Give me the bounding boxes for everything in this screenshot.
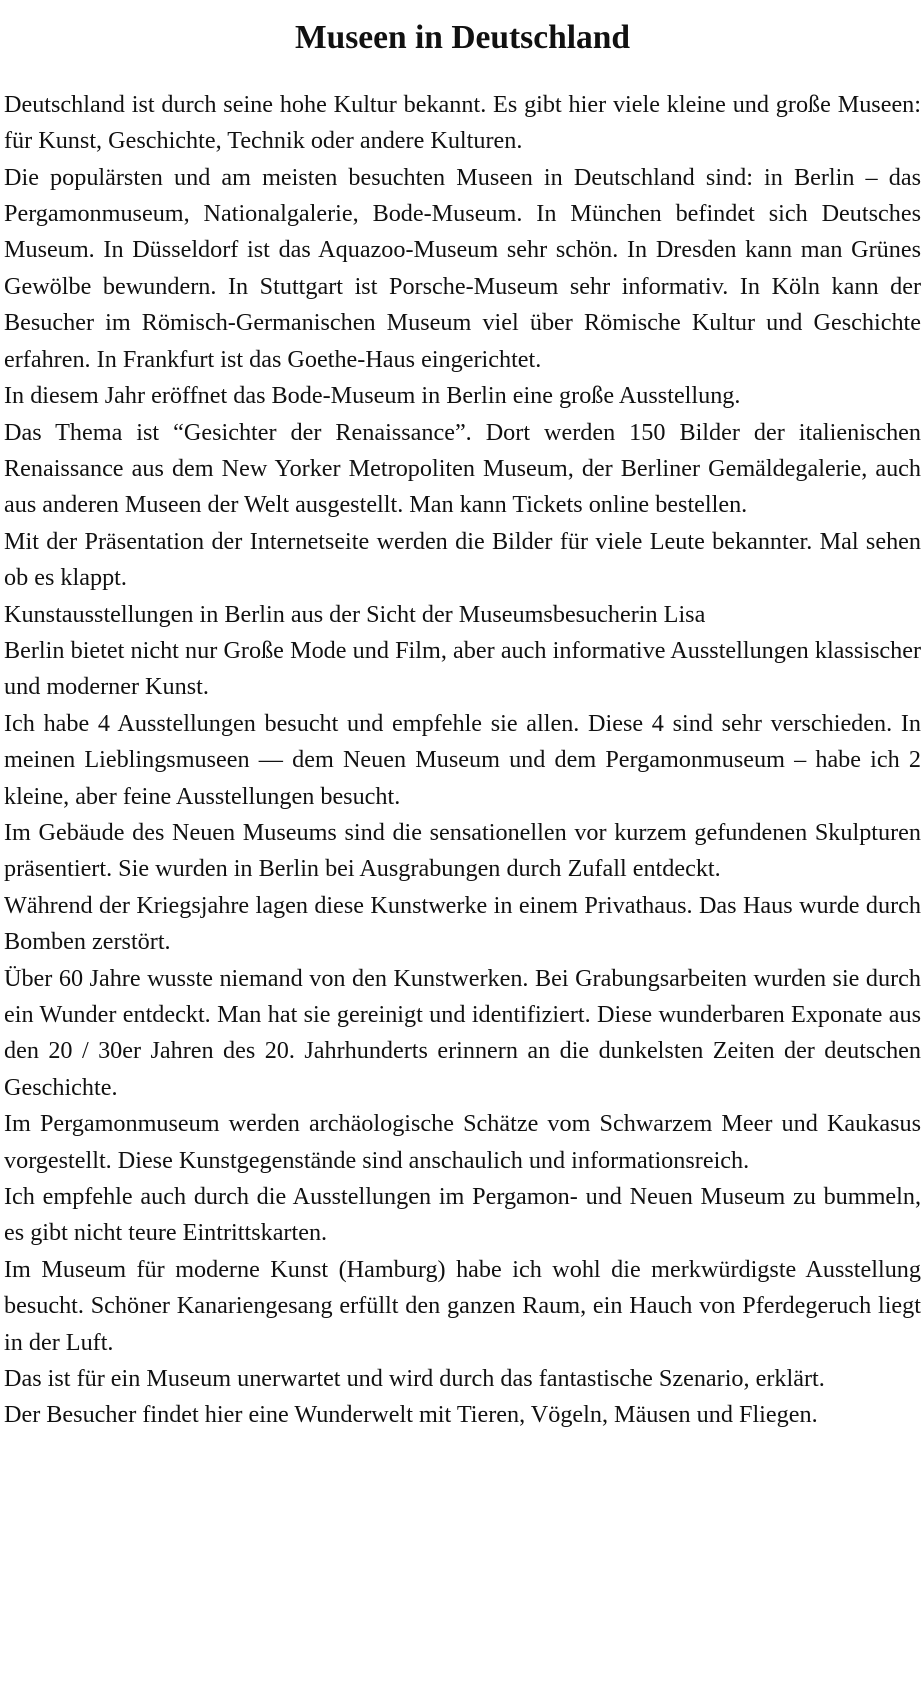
paragraph-sixty-years: Über 60 Jahre wusste niemand von den Kunstwerken. Bei Grabungsarbeiten wurden sie durch ein Wunder entdeckt. Man hat sie gereinigt und identifiziert. Diese wunderbaren Exponate aus den 20 / 30er Jahren des 20. Jahrhunderts erinnern an die dunkelsten Zeiten der deutschen Geschichte. [4,964,921,1101]
paragraph-bode-exhibition: In diesem Jahr eröffnet das Bode-Museum in Berlin eine große Ausstellung. [4,382,741,410]
paragraph-four-exhibitions: Ich habe 4 Ausstellungen besucht und empfehle sie allen. Diese 4 sind sehr verschieden. In meinen Lieblingsmuseen — dem Neuen Museum und dem Pergamonmuseum – habe ich 2 kleine, aber feine Ausstellungen besucht. [4,709,921,810]
paragraph-website-presentation: Mit der Präsentation der Internetseite werden die Bilder für viele Leute bekannter. Mal sehen ob es klappt. [4,527,921,592]
paragraph-war-years: Während der Kriegsjahre lagen diese Kunstwerke in einem Privathaus. Das Haus wurde durch Bomben zerstört. [4,891,921,956]
paragraph-neues-museum: Im Gebäude des Neuen Museums sind die sensationellen vor kurzem gefundenen Skulpturen präsentiert. Sie wurden in Berlin bei Ausgrabungen durch Zufall entdeckt. [4,818,921,883]
document-body [4,87,921,1434]
document-title: Museen in Deutschland [294,19,631,56]
paragraph-pergamon-treasures: Im Pergamonmuseum werden archäologische Schätze vom Schwarzem Meer und Kaukasus vorgestellt. Diese Kunstgegenstände sind anschaulich und informationsreich. [4,1110,921,1174]
paragraph-recommendation: Ich empfehle auch durch die Ausstellungen im Pergamon- und Neuen Museum zu bummeln, es gibt nicht teure Eintrittskarten. [4,1183,921,1247]
paragraph-lisa-heading: Kunstausstellungen in Berlin aus der Sicht der Museumsbesucherin Lisa [4,600,706,628]
paragraph-hamburg-museum: Im Museum für moderne Kunst (Hamburg) habe ich wohl die merkwürdigste Ausstellung besucht. Schöner Kanariengesang erfüllt den ganzen Raum, ein Hauch von Pferdegeruch liegt in der Luft. [4,1255,921,1356]
paragraph-intro: Deutschland ist durch seine hohe Kultur bekannt. Es gibt hier viele kleine und große Museen: für Kunst, Geschichte, Technik oder andere Kulturen. [4,90,921,155]
paragraph-wonderworld: Der Besucher findet hier eine Wunderwelt mit Tieren, Vögeln, Mäusen und Fliegen. [4,1401,818,1429]
paragraph-unexpected: Das ist für ein Museum unerwartet und wird durch das fantastische Szenario, erklärt. [4,1365,825,1393]
paragraph-popular-museums: Die populärsten und am meisten besuchten Museen in Deutschland sind: in Berlin – das Pergamonmuseum, Nationalgalerie, Bode-Museum. In München befindet sich Deutsches Museum. In Düsseldorf ist das Aquazoo-Museum sehr schön. In Dresden kann man Grünes Gewölbe bewundern. In Stuttgart ist Porsche-Museum sehr informativ. In Köln kann der Besucher im Römisch-Germanischen Museum viel über Römische Kultur und Geschichte erfahren. In Frankfurt ist das Goethe-Haus eingerichtet. [4,163,921,373]
paragraph-berlin-offers: Berlin bietet nicht nur Große Mode und Film, aber auch informative Ausstellungen klassischer und moderner Kunst. [4,636,921,701]
paragraph-renaissance-theme: Das Thema ist “Gesichter der Renaissance”. Dort werden 150 Bilder der italienischen Renaissance aus dem New Yorker Metropoliten Museum, der Berliner Gemäldegalerie, auch aus anderen Museen der Welt ausgestellt. Man kann Tickets online bestellen. [4,418,921,519]
